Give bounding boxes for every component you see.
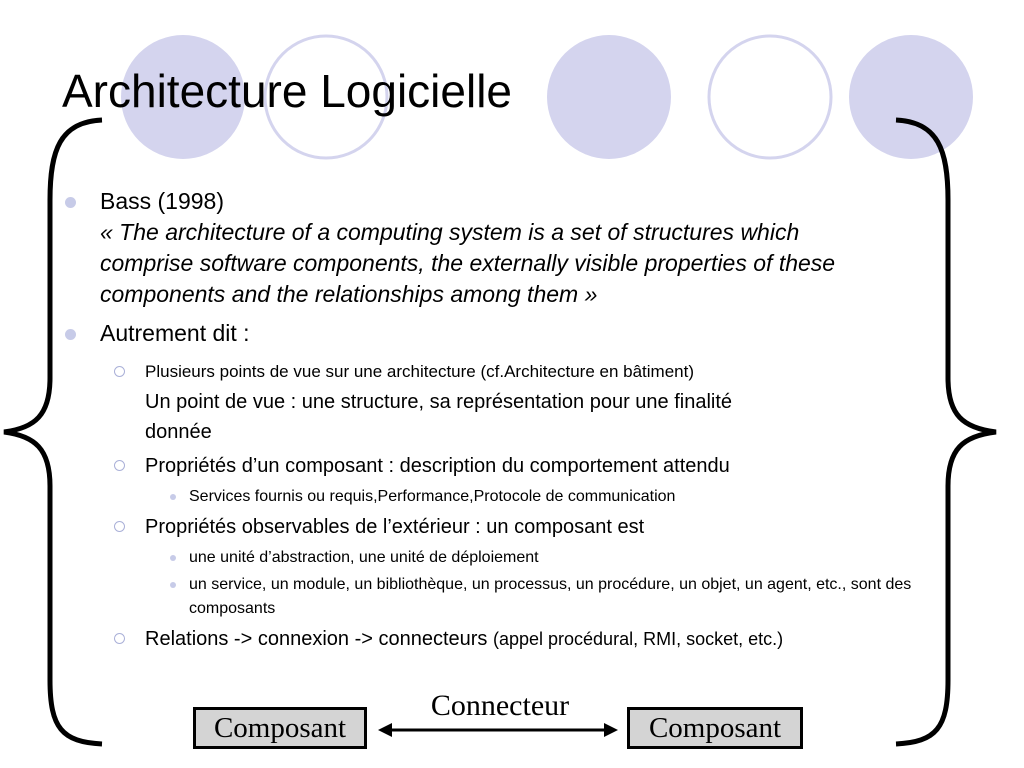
bass-quote-line: components and the relationships among them »: [100, 281, 598, 307]
slide-title: Architecture Logicielle: [62, 65, 513, 117]
bass-quote-line: « The architecture of a computing system is a set of structures which: [100, 219, 800, 245]
composant-box-left: Composant: [193, 707, 367, 749]
composants-text: un service, un module, un bibliothèque, un processus, un procédure, un objet, un agent, etc., sont des composants: [189, 576, 912, 617]
bullet-ring-icon: [114, 633, 125, 644]
abstraction-text: une unité d’abstraction, une unité de déploiement: [189, 549, 539, 566]
observables-text: Propriétés observables de l’extérieur : un composant est: [145, 516, 645, 538]
sub-bullet-proprietes: [62, 451, 962, 481]
bullet-autrement-dit: [62, 318, 962, 349]
bullet-small-dot-icon: [170, 582, 176, 588]
sub-sub-bullet-abstraction: [62, 546, 962, 570]
autrement-heading: Autrement dit :: [100, 320, 250, 346]
sub-bullet-relations: [62, 624, 962, 654]
points-de-vue-line: Plusieurs points de vue sur une architecture (cf.Architecture en bâtiment): [145, 362, 694, 381]
sub-bullet-observables: [62, 512, 962, 542]
connecteur-label: Connecteur: [430, 689, 570, 722]
decorative-circle-filled: [849, 35, 973, 159]
sub-sub-bullet-composants: [62, 573, 962, 621]
bullet-ring-icon: [114, 366, 125, 377]
points-de-vue-line: donnée: [145, 421, 212, 443]
relations-examples: (appel procédural, RMI, socket, etc.): [492, 629, 784, 649]
relations-text: Relations -> connexion -> connecteurs: [145, 628, 488, 650]
bullet-dot-icon: [65, 197, 76, 208]
connector-arrow: [378, 723, 618, 737]
points-de-vue-line: Un point de vue : une structure, sa représentation pour une finalité: [145, 391, 733, 413]
bullet-ring-icon: [114, 521, 125, 532]
composant-box-right: Composant: [627, 707, 803, 749]
decorative-circle-filled: [547, 35, 671, 159]
bullet-dot-icon: [65, 329, 76, 340]
sub-sub-bullet-services: [62, 485, 962, 509]
bullet-bass: [62, 186, 962, 310]
decorative-circle-outline: [709, 36, 831, 158]
bass-quote-line: comprise software components, the externally visible properties of these: [100, 250, 836, 276]
bass-heading: Bass (1998): [100, 188, 225, 214]
bullet-small-dot-icon: [170, 555, 176, 561]
bullet-small-dot-icon: [170, 494, 176, 500]
slide-content: [62, 186, 962, 658]
proprietes-text: Propriétés d’un composant : description du comportement attendu: [145, 455, 730, 477]
bullet-ring-icon: [114, 460, 125, 471]
services-text: Services fournis ou requis,Performance,Protocole de communication: [189, 488, 676, 505]
sub-bullet-points-de-vue: [62, 357, 962, 447]
